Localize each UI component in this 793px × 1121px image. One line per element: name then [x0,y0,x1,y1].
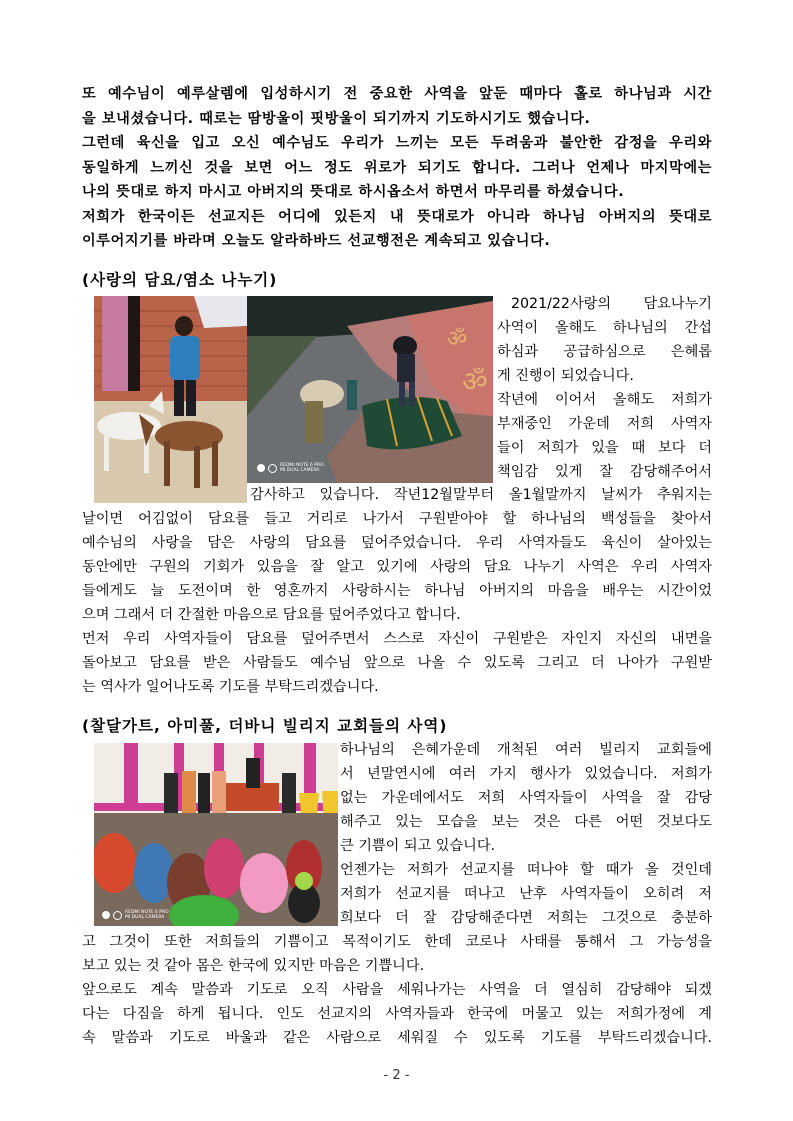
side-line: 작년에 이어서 올해도 저희가 [497,392,712,408]
watermark-line1: REDMI NOTE 6 PRO [125,910,169,915]
intro-line: 을 보내셨습니다. 때로는 땀방울이 핏방울이 되기까지 기도하시기도 했습니다. [82,111,591,127]
photo-village-church [94,743,338,926]
side-line: 서 년말연시에 여러 가지 행사가 있었습니다. 저희가 [340,766,712,782]
body-line: 고 그것이 또한 저희들의 기쁨이고 목적이기도 한데 코로나 사태를 통해서 그 가능성을 [82,934,712,950]
svg-text:ॐ: ॐ [447,327,468,352]
watermark-dot-icon [257,464,265,472]
watermark-text [125,910,169,920]
side-line: 게 진행이 되었습니다. [497,368,634,384]
body-line: 먼저 우리 사역자들이 담요를 덮어주면서 스스로 자신이 구원받은 자인지 자신의 내면을 [82,631,712,647]
body-line: 속 말씀과 기도로 바울과 같은 사람으로 세워질 수 있도록 기도를 부탁드리겠습니다. [82,1030,712,1046]
side-line: 2021/22사랑의 담요나누기 [511,296,712,312]
body-line: 앞으로도 계속 말씀과 기도로 오직 사람을 세워나가는 사역을 더 열심히 감당해야 되겠 [82,982,712,998]
intro-line: 이루어지기를 바라며 오늘도 알라하바드 선교행전은 계속되고 있습니다. [82,233,551,249]
side-line: 언젠가는 저희가 선교지를 떠나야 할 때가 올 것인데 [340,862,712,878]
intro-line: 저희가 한국이든 선교지든 어디에 있든지 내 뜻대로가 아니라 하나님 아버지의 뜻대로 [82,209,712,225]
watermark-line2: MI DUAL CAMERA [125,915,165,920]
body-line: 들에게도 늘 도전이며 한 영혼까지 사랑하시는 하나님 아버지의 마음을 배우는 시간이었 [82,583,712,599]
camera-watermark [257,463,324,473]
side-line: 하나님의 은혜가운데 개척된 여러 빌리지 교회들에 [340,742,712,758]
watermark-line1: REDMI NOTE 6 PRO [280,463,324,468]
side-line: 해주고 있는 모습을 보는 것은 다른 어떤 것보다도 [340,814,712,830]
body-line: 돌아보고 담요를 받은 사람들도 예수님 앞으로 나올 수 있도록 그리고 더 나아가 구원받 [82,655,712,671]
side-line: 저희가 선교지를 떠나고 난후 사역자들이 오히려 저 [340,886,712,902]
blanket-photo-image [247,296,493,483]
watermark-ring-icon [268,464,277,473]
body-line: 예수님의 사랑을 담은 사랑의 담요를 덮어주었습니다. 우리 사역자들도 육신이 살아있는 [82,535,712,551]
side-line: 책임감 있게 잘 감당해주어서 [497,464,712,480]
camera-watermark [102,910,169,920]
intro-line: 또 예수님이 예루살렘에 입성하시기 전 중요한 사역을 앞둔 때마다 홀로 하나님과 시간 [82,86,712,102]
watermark-dot-icon [102,911,110,919]
body-line: 는 역사가 일어나도록 기도를 부탁드리겠습니다. [82,679,379,695]
watermark-ring-icon [113,911,122,920]
svg-text:ॐ: ॐ [462,365,488,398]
goats-photo-image [94,296,247,503]
side-line: 하심과 공급하심으로 은혜롭 [497,344,712,360]
side-line: 부재중인 가운데 저희 사역자 [497,416,712,432]
side-line: 사역이 올해도 하나님의 간섭 [497,320,712,336]
intro-line: 동일하게 느끼신 것을 보면 어느 정도 위로가 되기도 합니다. 그러나 언제나 마지막에는 [82,160,712,176]
watermark-line2: MI DUAL CAMERA [280,468,320,473]
photo-goats [94,296,247,503]
intro-line: 그런데 육신을 입고 오신 예수님도 우리가 느끼는 모든 두려움과 불안한 감정을 우리와 [82,135,712,151]
photo-blanket-street [247,296,493,483]
page-number: - 2 - [383,1068,410,1083]
side-line: 큰 기쁨이 되고 있습니다. [340,838,496,854]
body-line: 다는 다짐을 하게 됩니다. 인도 선교지의 사역자들과 한국에 머물고 있는 저희가정에 계 [82,1006,712,1022]
body-line: 으며 그래서 더 간절한 마음으로 담요를 덮어주었다고 합니다. [82,607,461,623]
body-line: 보고 있는 것 같아 몸은 한국에 있지만 마음은 기쁩니다. [82,958,425,974]
body-line: 날이면 어김없이 담요를 들고 거리로 나가서 구원받아야 할 하나님의 백성들을 찾아서 [82,511,712,527]
mid-line: 감사하고 있습니다. 작년12월말부터 올1월말까지 날씨가 추워지는 [250,487,712,503]
section-heading-blankets: (사랑의 담요/염소 나누기) [82,271,278,289]
section-heading-village-churches: (찰달가트, 아미풀, 더바니 빌리지 교회들의 사역) [82,717,448,735]
church-photo-image [94,743,338,926]
side-line: 희보다 더 잘 감당해준다면 저희는 그것으로 충분하 [340,910,712,926]
side-line: 들이 저희가 있을 때 보다 더 [497,440,712,456]
intro-line: 나의 뜻대로 하지 마시고 아버지의 뜻대로 하시옵소서 하면서 마무리를 하셨습니다. [82,184,625,200]
watermark-text [280,463,324,473]
body-line: 동안에만 구원의 기회가 있음을 잘 알고 있기에 사랑의 담요 나누기 사역은 우리 사역자 [82,559,712,575]
side-line: 없는 가운데에서도 저희 사역자들이 사역을 잘 감당 [340,790,712,806]
